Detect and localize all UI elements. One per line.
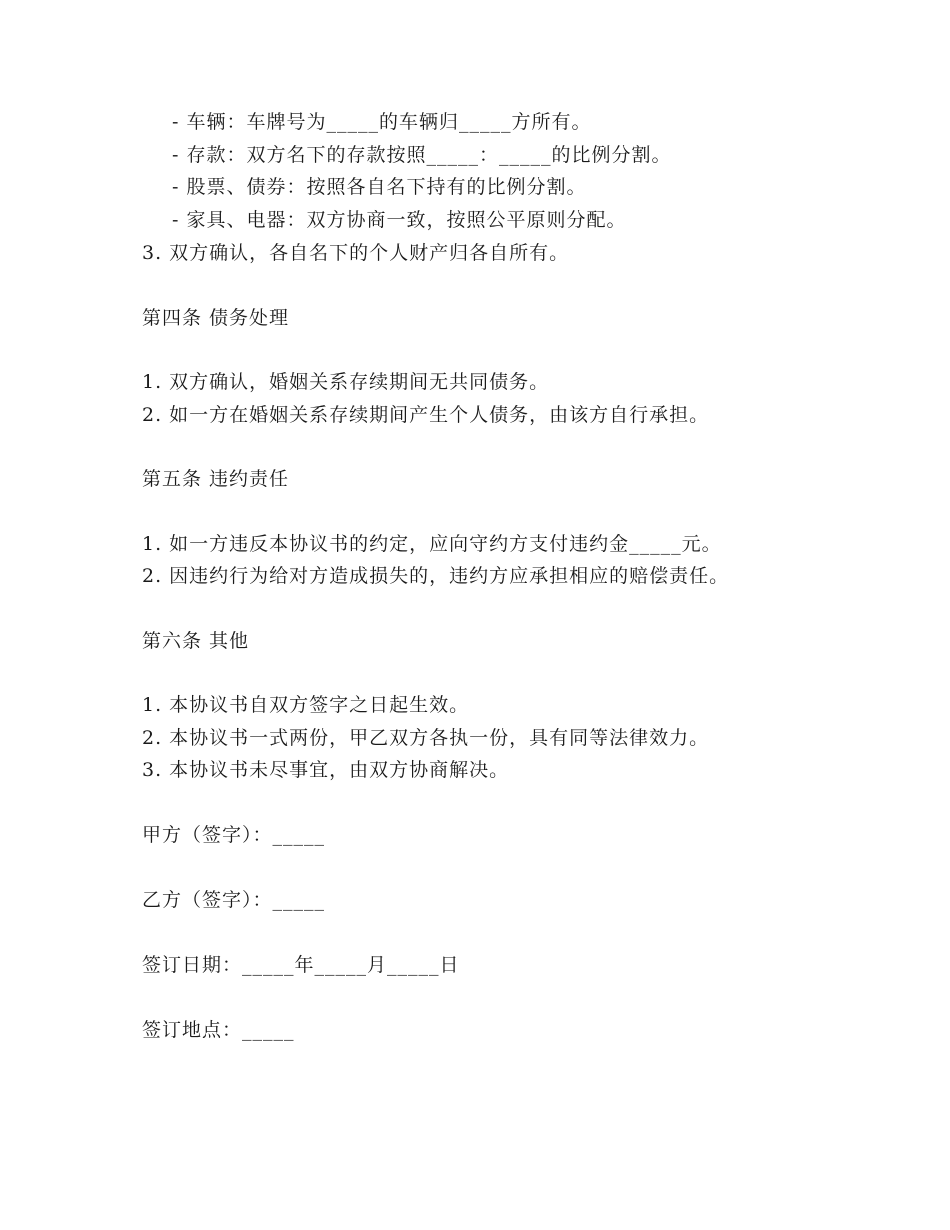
list-item: 3. 双方确认，各自名下的个人财产归各自所有。 (142, 242, 570, 264)
list-item: 2. 因违约行为给对方造成损失的，违约方应承担相应的赔偿责任。 (142, 565, 730, 587)
sub-item-vehicle: - 车辆：车牌号为_____的车辆归_____方所有。 (172, 111, 592, 133)
article-heading-5: 第五条 违约责任 (142, 468, 290, 490)
list-item: 2. 如一方在婚姻关系存续期间产生个人债务，由该方自行承担。 (142, 404, 710, 426)
party-b-signature: 乙方（签字）：_____ (142, 889, 326, 911)
list-item: 1. 双方确认，婚姻关系存续期间无共同债务。 (142, 371, 550, 393)
list-item: 1. 本协议书自双方签字之日起生效。 (142, 694, 470, 716)
signing-place: 签订地点：_____ (142, 1019, 295, 1041)
sub-item-deposit: - 存款：双方名下的存款按照_____：_____的比例分割。 (172, 144, 672, 166)
sub-item-furniture: - 家具、电器：双方协商一致，按照公平原则分配。 (172, 209, 627, 231)
party-a-signature: 甲方（签字）：_____ (142, 824, 326, 846)
sub-item-stocks: - 股票、债券：按照各自名下持有的比例分割。 (172, 176, 587, 198)
article-heading-6: 第六条 其他 (142, 630, 250, 652)
signing-date: 签订日期：_____年_____月_____日 (142, 954, 460, 976)
list-item: 3. 本协议书未尽事宜，由双方协商解决。 (142, 759, 510, 781)
list-item: 1. 如一方违反本协议书的约定，应向守约方支付违约金_____元。 (142, 533, 722, 555)
list-item: 2. 本协议书一式两份，甲乙双方各执一份，具有同等法律效力。 (142, 727, 710, 749)
article-heading-4: 第四条 债务处理 (142, 307, 290, 329)
